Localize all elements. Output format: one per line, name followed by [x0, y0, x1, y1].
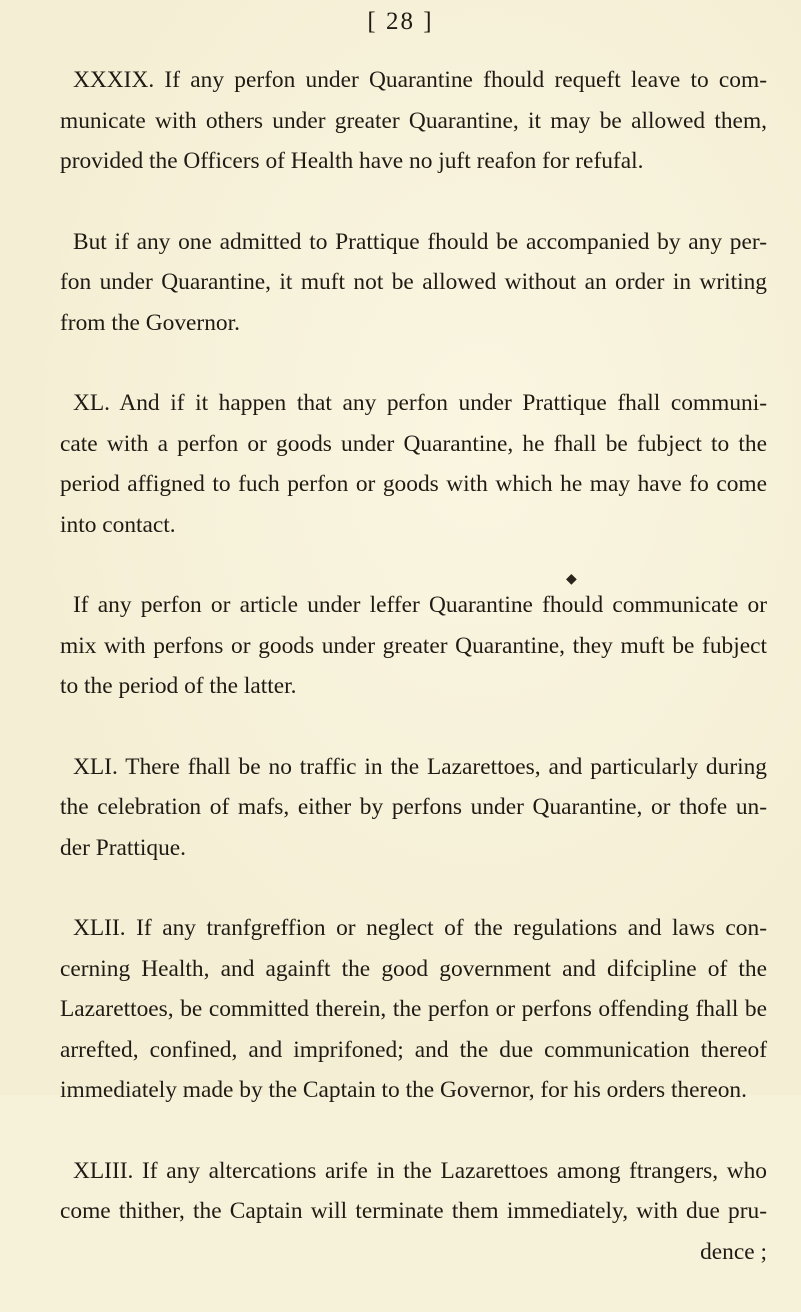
text-line: the celebration of mafs, either by perfons under Quarantine, or thofe un-: [60, 794, 767, 820]
paragraph-40-continued: [47, 585, 767, 707]
text-line: come thither, the Captain will terminate them immediately, with due pru-: [60, 1198, 767, 1224]
text-line: XXXIX. If any perfon under Quarantine fhould requeft leave to com-: [73, 67, 767, 93]
text-line: But if any one admitted to Prattique fhould be accompanied by any per-: [73, 228, 767, 255]
text-line: XLI. There fhall be no traffic in the Lazarettoes, and particularly during: [73, 753, 767, 780]
paragraph-42: [47, 908, 767, 1111]
text-line: period affigned to fuch perfon or goods with which he may have fo come: [60, 471, 767, 497]
text-line: cate with a perfon or goods under Quarantine, he fhall be fubject to the: [60, 430, 767, 457]
text-line: Lazarettoes, be committed therein, the perfon or perfons offending fhall be: [60, 996, 767, 1022]
text-line: cerning Health, and againft the good government and difcipline of the: [60, 955, 767, 982]
text-line: If any perfon or article under leffer Quarantine fhould communicate or: [73, 592, 767, 618]
text-line: municate with others under greater Quarantine, it may be allowed them,: [60, 107, 767, 134]
text-line: immediately made by the Captain to the Governor, for his orders thereon.: [60, 1077, 747, 1103]
text-line: XL. And if it happen that any perfon under Prattique fhall communi-: [73, 390, 767, 416]
text-line: fon under Quarantine, it muft not be allowed without an order in writing: [60, 269, 767, 295]
paragraph-39-continued: [47, 222, 767, 344]
text-line: arrefted, confined, and imprifoned; and the due communication thereof: [60, 1036, 767, 1063]
text-line: mix with perfons or goods under greater Quarantine, they muft be fubject: [60, 632, 767, 659]
paragraph-40: [47, 383, 767, 545]
paragraph-39: [47, 60, 767, 182]
text-line: der Prattique.: [60, 834, 187, 861]
paragraph-43: [47, 1151, 767, 1273]
paragraph-41: [47, 747, 767, 869]
text-line: from the Governor.: [60, 309, 240, 336]
text-line: XLIII. If any altercations arife in the Lazarettoes among ftrangers, who: [73, 1157, 767, 1184]
text-line: dence ;: [700, 1238, 767, 1265]
page-number: [ 28 ]: [367, 8, 434, 35]
text-line: to the period of the latter.: [60, 673, 297, 699]
text-line: XLII. If any tranfgreffion or neglect of the regulations and laws con-: [73, 915, 767, 941]
print-mark-icon: ◆: [566, 572, 577, 587]
text-line: into contact.: [60, 511, 176, 538]
text-line: provided the Officers of Health have no juft reafon for refufal.: [60, 148, 644, 174]
body-text: [47, 60, 767, 1312]
